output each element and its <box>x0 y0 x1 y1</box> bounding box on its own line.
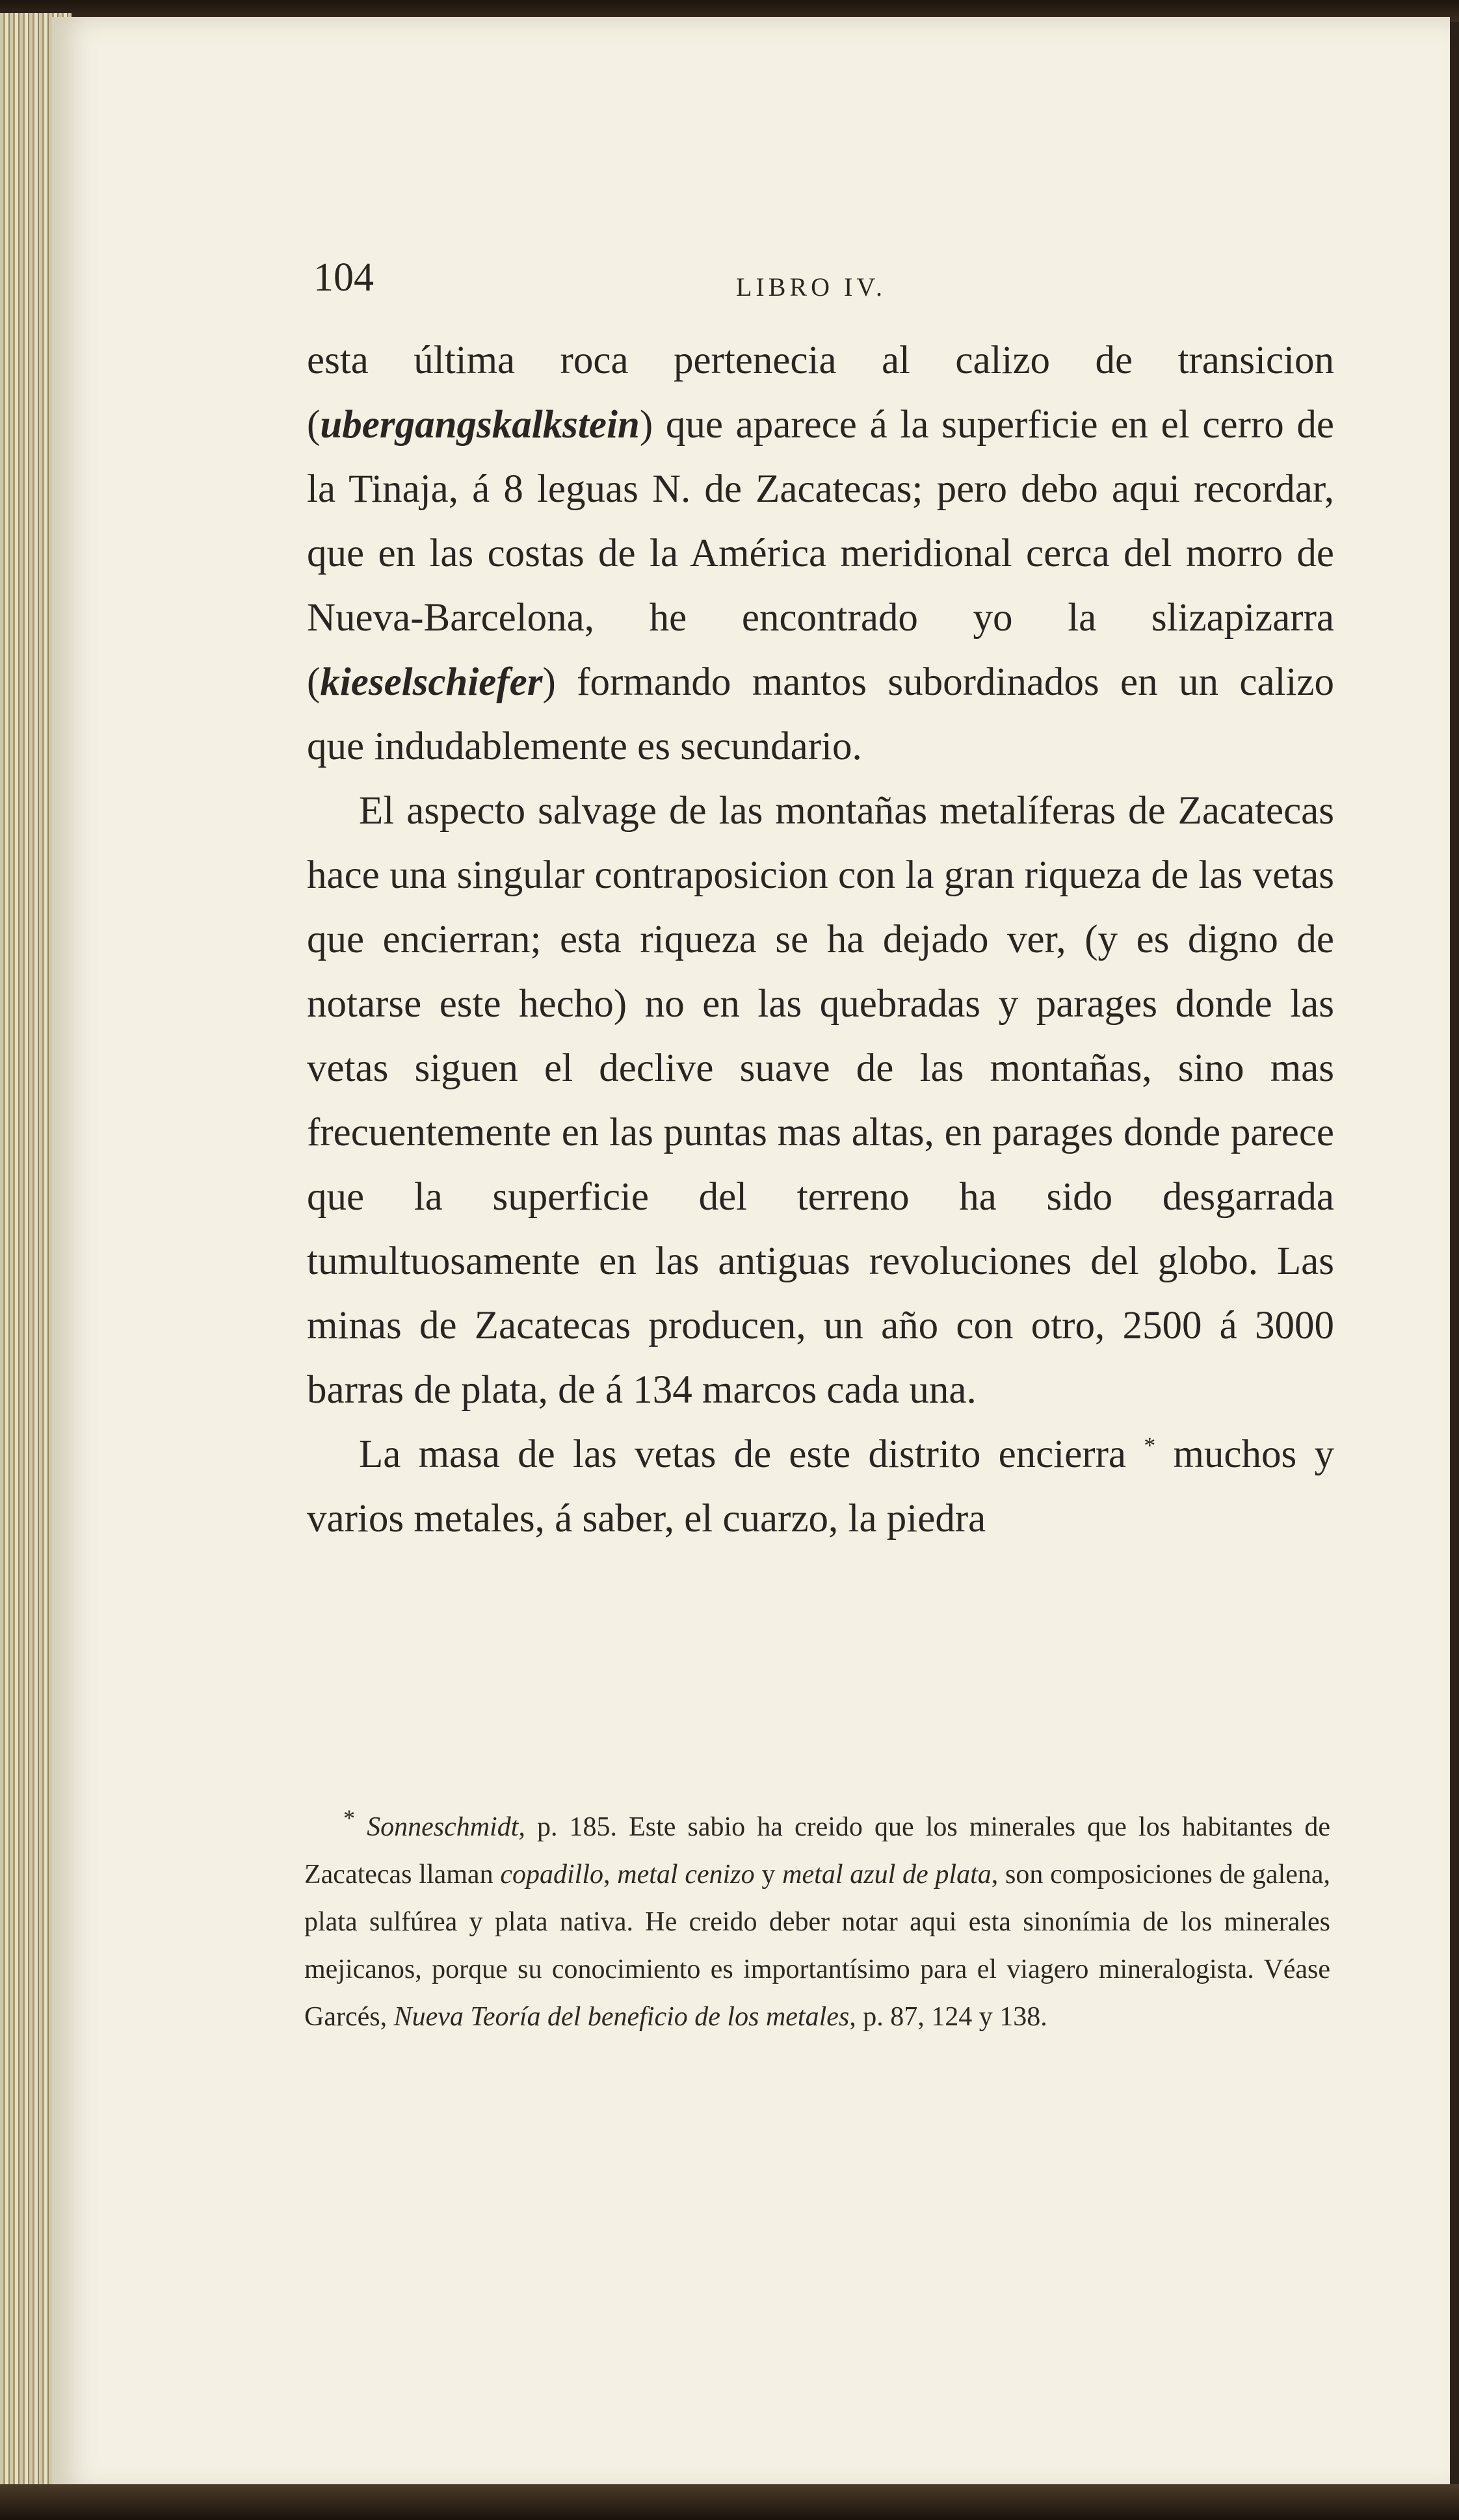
footnote-text-5: , p. 87, 124 y 138. <box>849 2002 1047 2032</box>
book-bottom-edge <box>0 2484 1459 2520</box>
footnote-text-1: p. 185. Este sabio ha creido que los minerales que los habitantes de Zacatecas llaman <box>304 1812 1331 1890</box>
paragraph-2: El aspecto salvage de las montañas metalíferas de Zacatecas hace una singular contraposicion con la gran riqueza de las vetas que encierran; esta riqueza se ha dejado ver, (y es digno de notarse este hecho) no en las quebradas y parages donde las vetas siguen el declive suave de las montañas, sino mas frecuentemente en las puntas mas altas, en parages donde parece que la superficie del terreno ha sido desgarrada tumultuosamente en las antiguas revoluciones del globo. Las minas de Zacatecas producen, un año con otro, 2500 á 3000 barras de plata, de á 134 marcos cada una. <box>307 789 1334 1412</box>
paragraph-1-part-2: ) que aparece á la superficie en el cerro de la Tinaja, á 8 leguas N. de Zacatecas; pero debo aqui recordar, que en las costas de la América meridional cerca del morro de Nueva-Barcelona, he encontrado yo la slizapizarra ( <box>307 403 1334 704</box>
footnote-author: Sonneschmidt, <box>367 1812 525 1842</box>
footnote-book-title: Nueva Teoría del beneficio de los metales <box>393 2002 850 2032</box>
paragraph-1 <box>307 328 1334 779</box>
footnote <box>304 1804 1330 2041</box>
footnote-marker: * <box>1144 1432 1156 1459</box>
footnote-term-metal-cenizo: metal cenizo <box>617 1860 755 1890</box>
footnote-text-2: , <box>603 1860 618 1890</box>
paragraph-1-part-3: ) formando mantos subordinados en un calizo que indudablemente es secundario. <box>307 660 1334 768</box>
footnote-star: * <box>343 1805 355 1831</box>
term-ubergangskalkstein: ubergangskalkstein <box>320 403 640 447</box>
footnote-term-metal-azul: metal azul de plata <box>782 1860 992 1890</box>
paragraph-3 <box>307 1422 1334 1551</box>
paragraph-3-part-2: muchos y varios metales, á saber, el cuarzo, la piedra <box>307 1433 1334 1540</box>
running-head: LIBRO IV. <box>736 272 887 302</box>
footnote-term-copadillo: copadillo <box>500 1860 603 1890</box>
term-kieselschiefer: kieselschiefer <box>320 660 543 704</box>
page-number: 104 <box>313 255 374 300</box>
paragraph-3-part-1: La masa de las vetas de este distrito encierra <box>359 1433 1126 1476</box>
footnote-block <box>304 1804 1330 2041</box>
page-header <box>313 255 1328 313</box>
footnote-text-4: , son composiciones de galena, plata sulfúrea y plata nativa. He creido deber notar aqui esta sinonímia de los minerales mejicanos, porque su conocimiento es importantísimo para el viagero mineralogista. Véase Garcés, <box>304 1860 1331 2032</box>
paragraph-1-part-1: esta última roca pertenecia al calizo de transicion ( <box>307 339 1334 447</box>
main-text <box>307 328 1334 1551</box>
footnote-text-3: y <box>754 1860 783 1890</box>
